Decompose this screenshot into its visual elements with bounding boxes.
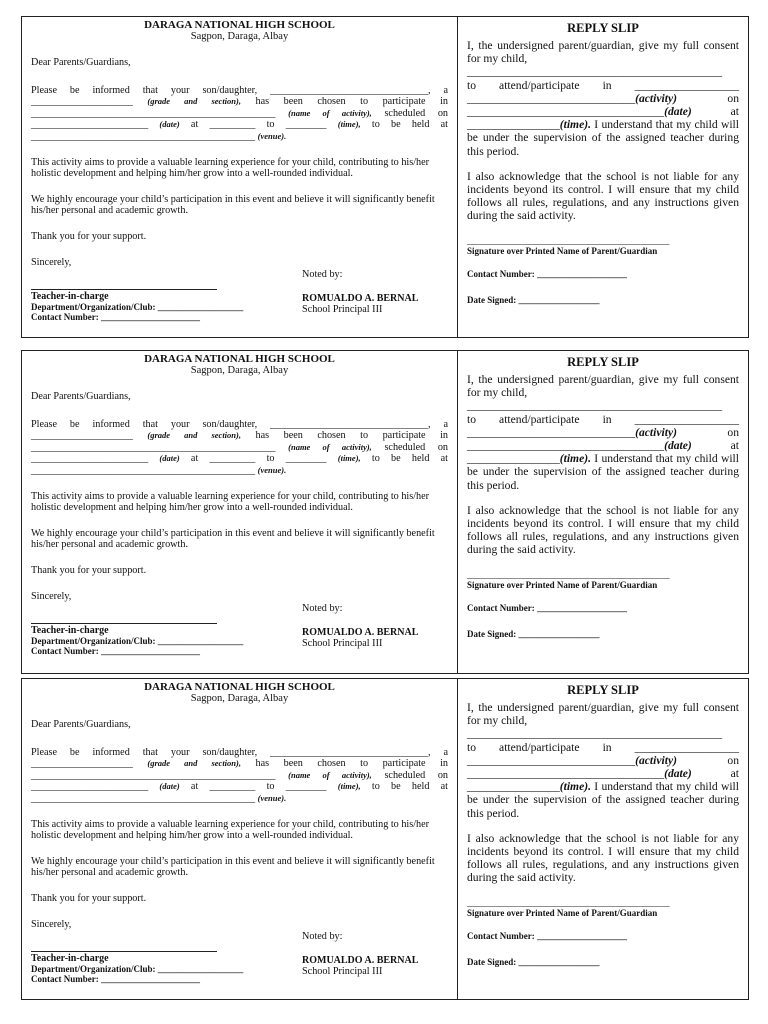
noted-by-label: Noted by:	[302, 931, 343, 942]
letter-para-2: We highly encourage your child’s participation in this event and believe it will significantly benefit his/her personal and academic growth.	[31, 193, 435, 217]
letter-line-5: ____________________________________________ (venue).	[31, 130, 287, 142]
sincerely-text: Sincerely,	[31, 918, 72, 930]
letter-panel	[21, 678, 458, 1000]
parent-contact-field: Contact Number: ____________________	[467, 930, 627, 941]
noted-by-label: Noted by:	[302, 269, 343, 280]
principal-title: School Principal III	[302, 966, 383, 977]
teacher-label: Teacher-in-charge	[31, 953, 109, 964]
letter-line-4: _______________________ (date) at _________ to ________ (time), to be held at	[31, 781, 449, 793]
reply-line-attend: to attend/participate in __________________	[467, 740, 739, 754]
form-set	[21, 350, 749, 674]
reply-consent-text: I, the undersigned parent/guardian, give my full consent for my child,	[467, 39, 739, 66]
thanks-text: Thank you for your support.	[31, 564, 147, 576]
date-signed-field: Date Signed: __________________	[467, 294, 600, 305]
form-set	[21, 678, 749, 1000]
parent-signature-label: Signature over Printed Name of Parent/Guardian	[467, 245, 658, 256]
reply-slip-title: REPLY SLIP	[567, 683, 639, 697]
principal-name: ROMUALDO A. BERNAL	[302, 293, 419, 304]
reply-consent-text: I, the undersigned parent/guardian, give my full consent for my child,	[467, 701, 739, 728]
reply-acknowledge-text: I also acknowledge that the school is not liable for any incidents beyond its control. I will ensure that my child follows all rules, regulations, and any instructions given during the said activity.	[467, 503, 739, 557]
teacher-contact-field: Contact Number: ______________________	[31, 312, 200, 322]
principal-name: ROMUALDO A. BERNAL	[302, 955, 419, 966]
principal-title: School Principal III	[302, 638, 383, 649]
reply-slip-panel	[457, 678, 749, 1000]
reply-slip-panel	[457, 16, 749, 338]
salutation: Dear Parents/Guardians,	[31, 391, 131, 402]
letter-line-2: ____________________ (grade and section), has been chosen to participate in	[31, 96, 449, 108]
reply-child-blank: ____________________________________________	[467, 399, 723, 413]
school-name: DARAGA NATIONAL HIGH SCHOOL	[144, 353, 335, 365]
school-address: Sagpon, Daraga, Albay	[190, 31, 289, 42]
reply-line-time: ________________(time). I understand that my child will be under the supervision of the assigned teacher during this period.	[467, 118, 739, 158]
teacher-signature-line	[31, 289, 217, 290]
letter-panel	[21, 350, 458, 674]
letter-para-1: This activity aims to provide a valuable learning experience for your child, contributing to his/her holistic development and helping him/her grow into a well-rounded individual.	[31, 156, 430, 180]
letter-line-1: Please be informed that your son/daughter, _______________________________, a	[31, 418, 449, 430]
reply-consent-text: I, the undersigned parent/guardian, give my full consent for my child,	[467, 373, 739, 400]
sincerely-text: Sincerely,	[31, 590, 72, 602]
letter-line-1: Please be informed that your son/daughter, _______________________________, a	[31, 84, 449, 96]
reply-slip-title: REPLY SLIP	[567, 355, 639, 369]
sincerely-text: Sincerely,	[31, 256, 72, 268]
date-signed-field: Date Signed: __________________	[467, 628, 600, 639]
reply-slip-panel	[457, 350, 749, 674]
form-set	[21, 16, 749, 338]
department-field: Department/Organization/Club: ___________________	[31, 636, 244, 646]
teacher-label: Teacher-in-charge	[31, 291, 109, 302]
department-field: Department/Organization/Club: ___________________	[31, 964, 244, 974]
letter-line-4: _______________________ (date) at _________ to ________ (time), to be held at	[31, 119, 449, 131]
letter-para-1: This activity aims to provide a valuable learning experience for your child, contributing to his/her holistic development and helping him/her grow into a well-rounded individual.	[31, 490, 430, 514]
school-address: Sagpon, Daraga, Albay	[190, 365, 289, 376]
letter-line-3: ________________________________________________ (name of activity), scheduled on	[31, 441, 449, 453]
reply-line-date: __________________________________(date) at	[467, 767, 739, 781]
parent-signature-label: Signature over Printed Name of Parent/Guardian	[467, 907, 658, 918]
letter-para-2: We highly encourage your child’s participation in this event and believe it will significantly benefit his/her personal and academic growth.	[31, 855, 435, 879]
letter-line-4: _______________________ (date) at _________ to ________ (time), to be held at	[31, 453, 449, 465]
principal-title: School Principal III	[302, 304, 383, 315]
salutation: Dear Parents/Guardians,	[31, 57, 131, 68]
reply-line-attend: to attend/participate in __________________	[467, 78, 739, 92]
reply-line-activity: _____________________________(activity) on	[467, 753, 739, 767]
reply-child-blank: ____________________________________________	[467, 65, 723, 79]
reply-slip-title: REPLY SLIP	[567, 21, 639, 35]
school-name: DARAGA NATIONAL HIGH SCHOOL	[144, 19, 335, 31]
parent-signature-label: Signature over Printed Name of Parent/Guardian	[467, 579, 658, 590]
school-name: DARAGA NATIONAL HIGH SCHOOL	[144, 681, 335, 693]
noted-by-label: Noted by:	[302, 603, 343, 614]
letter-line-2: ____________________ (grade and section), has been chosen to participate in	[31, 430, 449, 442]
reply-line-time: ________________(time). I understand that my child will be under the supervision of the assigned teacher during this period.	[467, 452, 739, 492]
letter-line-3: ________________________________________________ (name of activity), scheduled on	[31, 107, 449, 119]
letter-line-3: ________________________________________________ (name of activity), scheduled on	[31, 769, 449, 781]
reply-line-activity: _____________________________(activity) on	[467, 91, 739, 105]
parent-signature-line: _____________________________________________	[467, 897, 670, 908]
letter-para-2: We highly encourage your child’s participation in this event and believe it will significantly benefit his/her personal and academic growth.	[31, 527, 435, 551]
thanks-text: Thank you for your support.	[31, 230, 147, 242]
teacher-contact-field: Contact Number: ______________________	[31, 646, 200, 656]
letter-line-5: ____________________________________________ (venue).	[31, 792, 287, 804]
reply-line-attend: to attend/participate in __________________	[467, 412, 739, 426]
parent-signature-line: _____________________________________________	[467, 235, 670, 246]
principal-name: ROMUALDO A. BERNAL	[302, 627, 419, 638]
salutation: Dear Parents/Guardians,	[31, 719, 131, 730]
letter-line-1: Please be informed that your son/daughter, _______________________________, a	[31, 746, 449, 758]
teacher-signature-line	[31, 623, 217, 624]
reply-line-date: __________________________________(date) at	[467, 439, 739, 453]
reply-child-blank: ____________________________________________	[467, 727, 723, 741]
letter-line-5: ____________________________________________ (venue).	[31, 464, 287, 476]
reply-acknowledge-text: I also acknowledge that the school is not liable for any incidents beyond its control. I will ensure that my child follows all rules, regulations, and any instructions given during the said activity.	[467, 831, 739, 885]
parent-contact-field: Contact Number: ____________________	[467, 268, 627, 279]
reply-acknowledge-text: I also acknowledge that the school is not liable for any incidents beyond its control. I will ensure that my child follows all rules, regulations, and any instructions given during the said activity.	[467, 169, 739, 223]
parent-contact-field: Contact Number: ____________________	[467, 602, 627, 613]
teacher-label: Teacher-in-charge	[31, 625, 109, 636]
reply-line-time: ________________(time). I understand that my child will be under the supervision of the assigned teacher during this period.	[467, 780, 739, 820]
teacher-contact-field: Contact Number: ______________________	[31, 974, 200, 984]
teacher-signature-line	[31, 951, 217, 952]
letter-para-1: This activity aims to provide a valuable learning experience for your child, contributing to his/her holistic development and helping him/her grow into a well-rounded individual.	[31, 818, 430, 842]
date-signed-field: Date Signed: __________________	[467, 956, 600, 967]
school-address: Sagpon, Daraga, Albay	[190, 693, 289, 704]
department-field: Department/Organization/Club: ___________________	[31, 302, 244, 312]
reply-line-activity: _____________________________(activity) on	[467, 425, 739, 439]
letter-panel	[21, 16, 458, 338]
parent-signature-line: _____________________________________________	[467, 569, 670, 580]
thanks-text: Thank you for your support.	[31, 892, 147, 904]
reply-line-date: __________________________________(date) at	[467, 105, 739, 119]
letter-line-2: ____________________ (grade and section), has been chosen to participate in	[31, 758, 449, 770]
